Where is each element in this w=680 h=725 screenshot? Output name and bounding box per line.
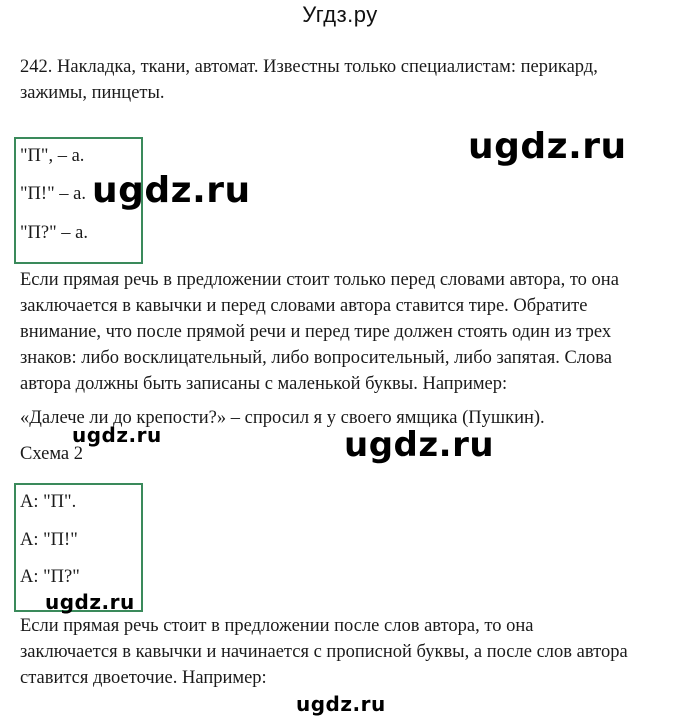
watermark: ugdz.ru bbox=[72, 423, 162, 447]
scheme-1-line: "П", – а. bbox=[20, 146, 85, 166]
explanation-2-line: ставится двоеточие. Например: bbox=[20, 668, 267, 688]
watermark: ugdz.ru bbox=[92, 170, 251, 211]
answer-intro-line: зажимы, пинцеты. bbox=[20, 83, 165, 103]
site-title: Угдз.ру bbox=[302, 2, 378, 27]
watermark: ugdz.ru bbox=[344, 425, 495, 465]
explanation-1-line: автора должны быть записаны с маленькой буквы. Например: bbox=[20, 374, 508, 394]
example-1: «Далече ли до крепости?» – спросил я у своего ямщика (Пушкин). bbox=[20, 408, 545, 428]
watermark: ugdz.ru bbox=[468, 126, 627, 167]
explanation-1-line: Если прямая речь в предложении стоит только перед словами автора, то она bbox=[20, 270, 619, 290]
scheme-2-line: А: "П?" bbox=[20, 567, 80, 587]
answer-intro bbox=[20, 54, 598, 106]
scheme-2-line: А: "П!" bbox=[20, 530, 78, 550]
scheme-1-line: "П?" – а. bbox=[20, 223, 89, 243]
explanation-2-line: Если прямая речь стоит в предложении после слов автора, то она bbox=[20, 616, 534, 636]
explanation-1-line: внимание, что после прямой речи и перед тире должен стоять один из трех bbox=[20, 322, 612, 342]
explanation-1-line: знаков: либо восклицательный, либо вопросительный, либо запятая. Слова bbox=[20, 348, 612, 368]
watermark: ugdz.ru bbox=[45, 590, 135, 614]
watermark: ugdz.ru bbox=[296, 692, 386, 716]
explanation-1 bbox=[20, 267, 619, 397]
scheme-2-line: А: "П". bbox=[20, 492, 77, 512]
explanation-1-line: заключается в кавычки и перед словами автора ставится тире. Обратите bbox=[20, 296, 588, 316]
scheme-2-title: Схема 2 bbox=[20, 444, 84, 464]
explanation-2 bbox=[20, 613, 628, 691]
scheme-1-line: "П!" – а. bbox=[20, 184, 86, 204]
explanation-2-line: заключается в кавычки и начинается с прописной буквы, а после слов автора bbox=[20, 642, 628, 662]
answer-intro-line: 242. Накладка, ткани, автомат. Известны только специалистам: перикард, bbox=[20, 57, 598, 77]
